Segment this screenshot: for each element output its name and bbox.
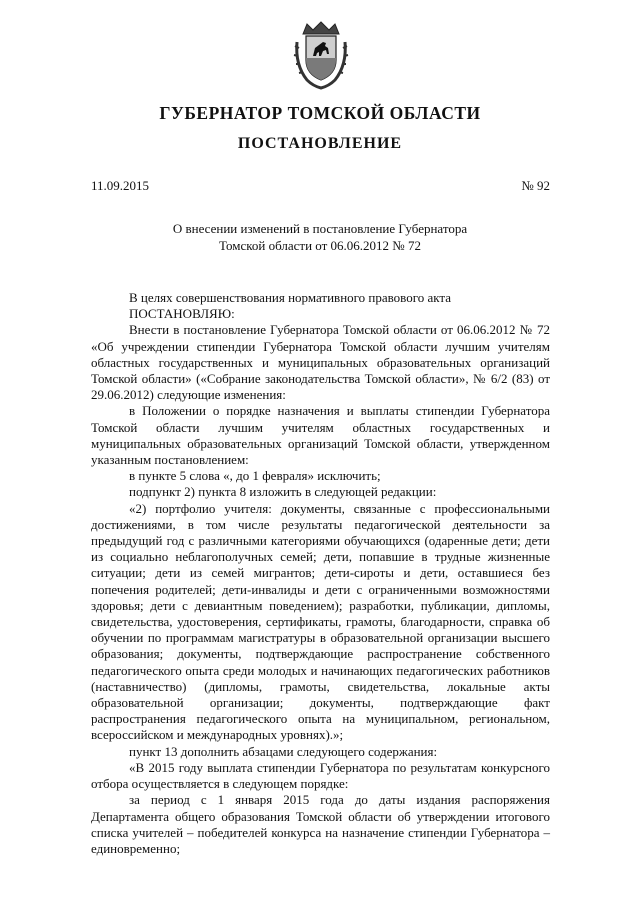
resolution-heading: ПОСТАНОВЛЯЮ: xyxy=(129,306,235,322)
subject-line: О внесении изменений в постановление Губернатора xyxy=(172,221,468,236)
issuer-title: ГУБЕРНАТОР ТОМСКОЙ ОБЛАСТИ xyxy=(159,103,481,123)
body-paragraph: за период с 1 января 2015 года до даты издания распоряжения Департамента общего образования Томской области об утверждении итогового списка учителей – победителей конкурса на назначение стипендии Губернатора – единовременно; xyxy=(91,792,550,856)
body-paragraph: Внести в постановление Губернатора Томской области от 06.06.2012 № 72 «Об учреждении стипендии Губернатора Томской области лучшим учителям областных государственных и муниципальных образовательных организаций Томской области» («Собрание законодательства Томской области», № 6/2 (83) от 29.06.2012) следующие изменения: xyxy=(91,322,550,403)
document-subject xyxy=(0,220,640,254)
tomsk-coat-of-arms xyxy=(293,20,349,90)
body-paragraph: подпункт 2) пункта 8 изложить в следующей редакции: xyxy=(129,484,437,500)
document-type: ПОСТАНОВЛЕНИЕ xyxy=(237,135,403,152)
subject-line: Томской области от 06.06.2012 № 72 xyxy=(219,238,421,253)
body-paragraph: «2) портфолио учителя: документы, связанные с профессиональными достижениями, в том числе результаты педагогической деятельности за предыдущий год с различными категориями обучающихся (одаренные дети; дети из социально неблагополучных семей; дети, попавшие в трудные жизненные ситуации; дети из семей мигрантов; дети-сироты и дети, оставшиеся без попечения родителей; дети-инвалиды и дети с ограниченными возможностями здоровья; дети с девиантным поведением); разработки, публикации, дипломы, свидетельства, удостоверения, сертификаты, грамоты, благодарности, справка об обучении по программам магистратуры в образовательной организации высшего образования; документы, подтверждающие распространение собственного педагогического опыта среди молодых и начинающих педагогических работников (наставничество) (дипломы, грамоты, свидетельства, локальные акты образовательной организации; документы, подтверждающие факт распространения педагогического опыта на муниципальном, региональном, всероссийском и международных уровнях).»; xyxy=(91,500,550,743)
body-paragraph: пункт 13 дополнить абзацами следующего содержания: xyxy=(129,743,438,759)
body-paragraph: в Положении о порядке назначения и выплаты стипендии Губернатора Томской области лучшим учителям областных государственных и муниципальных образовательных организаций Томской области, утвержденном указанным постановлением: xyxy=(91,403,550,468)
body-paragraph: «В 2015 году выплата стипендии Губернатора по результатам конкурсного отбора осуществляется в следующем порядке: xyxy=(91,759,550,792)
document-body xyxy=(91,290,550,857)
document-number: № 92 xyxy=(521,178,550,193)
body-paragraph: В целях совершенствования нормативного правового акта xyxy=(129,290,452,305)
document-date: 11.09.2015 xyxy=(91,178,150,193)
body-paragraph: в пункте 5 слова «, до 1 февраля» исключить; xyxy=(129,468,381,484)
